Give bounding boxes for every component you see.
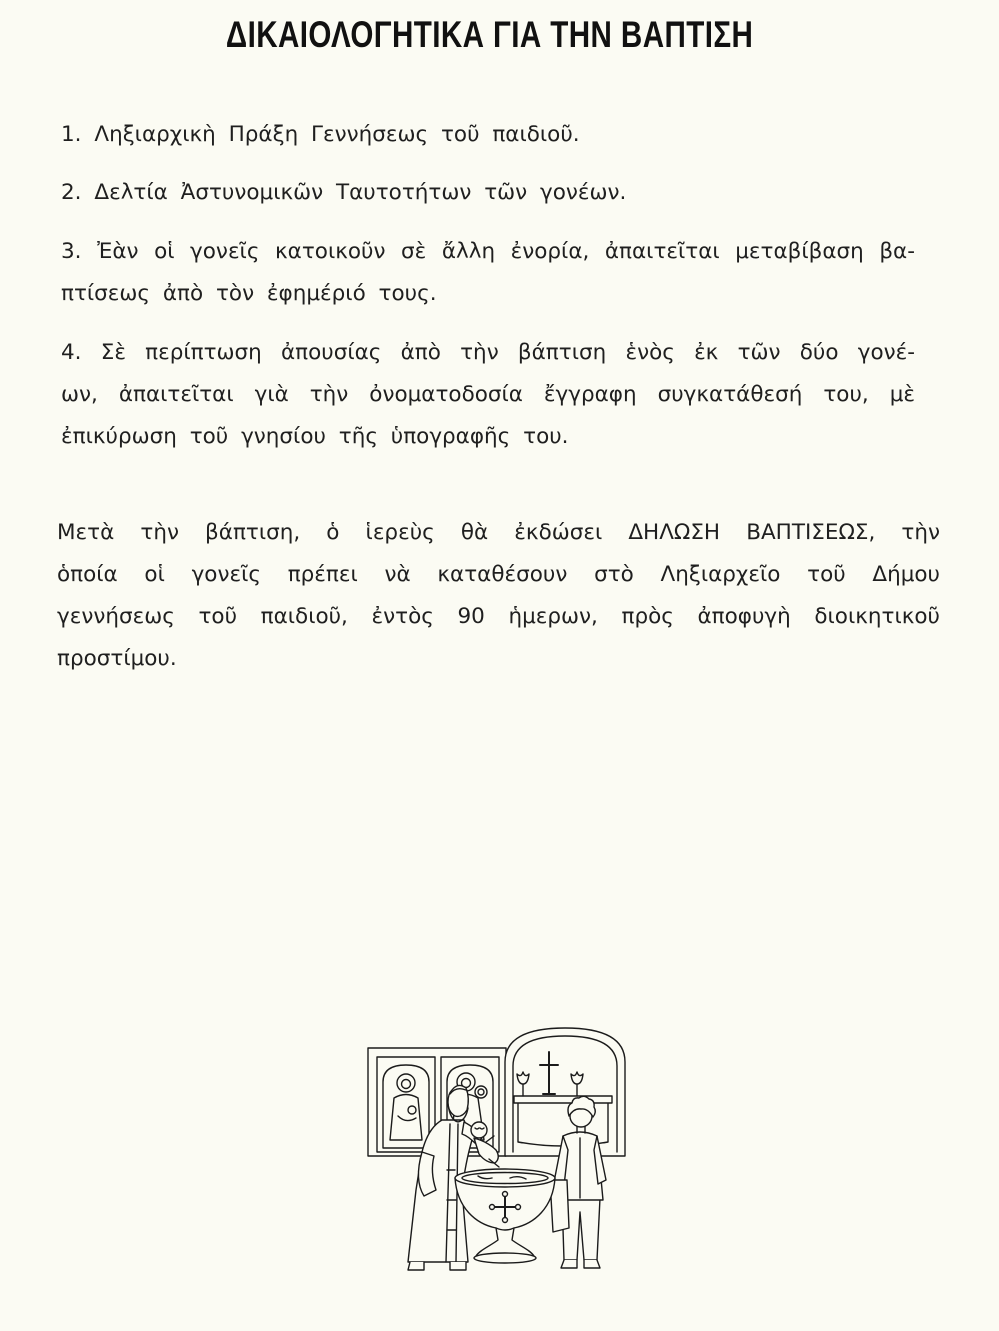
page-title xyxy=(0,14,980,56)
requirement-item-4 xyxy=(61,332,915,458)
baptism-illustration xyxy=(358,1020,658,1282)
requirement-text: Ληξιαρχικὴ Πράξη Γεννήσεως τοῦ παιδιοῦ. xyxy=(94,122,580,147)
requirement-line: ἐπικύρωση τοῦ γνησίου τῆς ὑπογραφῆς του. xyxy=(61,424,569,449)
requirement-item-1 xyxy=(61,114,915,156)
note-line: προστίμου. xyxy=(57,646,177,671)
requirement-line xyxy=(61,114,915,156)
requirement-number: 3. xyxy=(61,239,82,264)
requirement-number: 1. xyxy=(61,122,82,147)
requirement-number: 2. xyxy=(61,180,82,205)
requirement-line: πτίσεως ἀπὸ τὸν ἐφημέριό τους. xyxy=(61,281,437,306)
requirement-item-3 xyxy=(61,231,915,315)
requirement-number: 4. xyxy=(61,340,82,365)
page-title-text: ΔΙΚΑΙΟΛΟΓΗΤΙΚΑ ΓΙΑ ΤΗΝ ΒΑΠΤΙΣΗ xyxy=(226,14,754,55)
note-line: γεννήσεως τοῦ παιδιοῦ, ἐντὸς 90 ἡμερων, πρὸς ἀποφυγὴ διοικητικοῦ xyxy=(57,604,940,629)
requirement-line xyxy=(61,332,915,374)
requirement-line xyxy=(61,231,915,273)
requirement-line xyxy=(61,172,915,214)
note-line: Μετὰ τὴν βάπτιση, ὁ ἱερεὺς θὰ ἐκδώσει ΔΗΛΩΣΗ ΒΑΠΤΙΣΕΩΣ, τὴν xyxy=(57,520,940,545)
requirement-text: Σὲ περίπτωση ἀπουσίας ἀπὸ τὴν βάπτιση ἑνὸς ἐκ τῶν δύο γονέ- xyxy=(100,340,915,365)
icon-virgin-panel xyxy=(383,1065,429,1148)
requirement-item-2 xyxy=(61,172,915,214)
requirement-text: Δελτία Ἀστυνομικῶν Ταυτοτήτων τῶν γονέων. xyxy=(94,180,627,205)
note-paragraph xyxy=(57,512,940,680)
requirement-line: ων, ἀπαιτεῖται γιὰ τὴν ὀνοματοδοσία ἔγγραφη συγκατάθεσή του, μὲ xyxy=(61,382,915,407)
note-line: ὁποία οἱ γονεῖς πρέπει νὰ καταθέσουν στὸ Ληξιαρχεῖο τοῦ Δήμου xyxy=(57,562,940,587)
requirement-text: Ἐὰν οἱ γονεῖς κατοικοῦν σὲ ἄλλη ἐνορία, ἀπαιτεῖται μεταβίβαση βα- xyxy=(97,239,915,264)
